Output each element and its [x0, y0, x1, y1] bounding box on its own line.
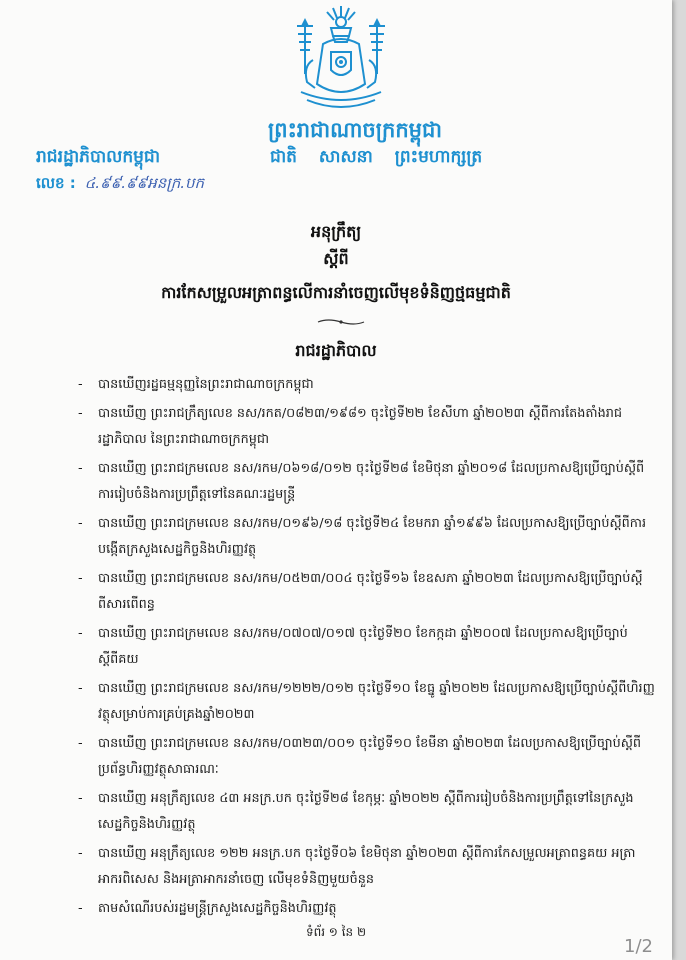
national-motto: ជាតិ សាសនា ព្រះមហាក្សត្រ [270, 147, 483, 167]
list-item: - បានឃើញ អនុក្រឹត្យលេខ ៤៣ អនក្រ.បក ចុះថ្ងៃទី២៨ ខែកុម្ភៈ ឆ្នាំ២០២២ ស្តីពីការរៀបចំនិងការប្រព្រឹត្តទៅនៃក្រសួងសេដ្ឋកិច្ចនិងហិរញ្ញវត្ថុ [78, 786, 656, 839]
list-item: - បានឃើញ ព្រះរាជក្រមលេខ នស/រកម/០៦១៨/០១២ ចុះថ្ងៃទី២៨ ខែមិថុនា ឆ្នាំ២០១៨ ដែលប្រកាសឱ្យប្រើច្បាប់ស្តីពីការរៀបចំនិងការប្រព្រឹត្តទៅនៃគណៈរដ្ឋមន្ត្រី [78, 456, 656, 509]
list-item: - បានឃើញ អនុក្រឹត្យលេខ ១២២ អនក្រ.បក ចុះថ្ងៃទី០៦ ខែមិថុនា ឆ្នាំ២០២៣ ស្តីពីការកែសម្រួលអត្រាពន្ធគយ អត្រាអាករពិសេស និងអត្រាអាករនាំចេញ លើមុខទំនិញមួយចំនួន [78, 841, 656, 894]
list-item: - បានឃើញ ព្រះរាជក្រមលេខ នស/រកម/០៣២៣/០០១ ចុះថ្ងៃទី១០ ខែមីនា ឆ្នាំ២០២៣ ដែលប្រកាសឱ្យប្រើច្បាប់ស្តីពីប្រព័ន្ធហិរញ្ញវត្ថុសាធារណៈ [78, 731, 656, 784]
reference-label: លេខ : [36, 174, 76, 192]
royal-emblem-icon [283, 4, 399, 116]
page-number: ទំព័រ ១ នៃ ២ [305, 925, 367, 939]
list-item: - បានឃើញ ព្រះរាជក្រឹត្យលេខ នស/រកត/០៨២៣/១៩៨១ ចុះថ្ងៃទី២២ ខែសីហា ឆ្នាំ២០២៣ ស្តីពីការតែងតាំងរាជរដ្ឋាភិបាល នៃព្រះរាជាណាចក្រកម្ពុជា [78, 401, 656, 454]
list-item: - បានឃើញ ព្រះរាជក្រមលេខ នស/រកម/០៥២៣/០០៤ ចុះថ្ងៃទី១៦ ខែឧសភា ឆ្នាំ២០២៣ ដែលប្រកាសឱ្យប្រើច្បាប់ស្តីពីសារពើពន្ធ [78, 566, 656, 619]
ornament-divider-icon [316, 318, 366, 326]
document-type: អនុក្រឹត្យ [310, 222, 362, 241]
legal-basis-list [78, 372, 656, 924]
issuer-heading: រាជរដ្ឋាភិបាល [295, 341, 377, 360]
about-label: ស្តីពី [323, 249, 349, 268]
reference-value: ៤.៩៩.៩៩អនក្រ.បក [84, 174, 205, 192]
list-item: - តាមសំណើរបស់រដ្ឋមន្ត្រីក្រសួងសេដ្ឋកិច្ចនិងហិរញ្ញវត្ថុ [78, 896, 656, 923]
list-item: - បានឃើញរដ្ឋធម្មនុញ្ញនៃព្រះរាជាណាចក្រកម្ពុជា [78, 372, 656, 399]
kingdom-title: ព្រះរាជាណាចក្រកម្ពុជា [267, 118, 442, 142]
list-item: - បានឃើញ ព្រះរាជក្រមលេខ នស/រកម/០១៩៦/១៨ ចុះថ្ងៃទី២៤ ខែមករា ឆ្នាំ១៩៩៦ ដែលប្រកាសឱ្យប្រើច្បាប់ស្តីពីការបង្កើតក្រសួងសេដ្ឋកិច្ចនិងហិរញ្ញវត្ថុ [78, 511, 656, 564]
viewer-page-counter: 1/2 [624, 936, 653, 957]
list-item: - បានឃើញ ព្រះរាជក្រមលេខ នស/រកម/១២២២/០១២ ចុះថ្ងៃទី១០ ខែធ្នូ ឆ្នាំ២០២២ ដែលប្រកាសឱ្យប្រើច្បាប់ស្តីពីហិរញ្ញវត្ថុសម្រាប់ការគ្រប់គ្រងឆ្នាំ២០២៣ [78, 676, 656, 729]
government-name: រាជរដ្ឋាភិបាលកម្ពុជា [36, 147, 161, 167]
list-item: - បានឃើញ ព្រះរាជក្រមលេខ នស/រកម/០៧០៧/០១៧ ចុះថ្ងៃទី២០ ខែកក្កដា ឆ្នាំ២០០៧ ដែលប្រកាសឱ្យប្រើច្បាប់ស្តីពីគយ [78, 621, 656, 674]
reference-number [36, 174, 204, 196]
document-subject: ការកែសម្រួលអត្រាពន្ធលើការនាំចេញលើមុខទំនិញថ្មធម្មជាតិ [161, 283, 511, 302]
